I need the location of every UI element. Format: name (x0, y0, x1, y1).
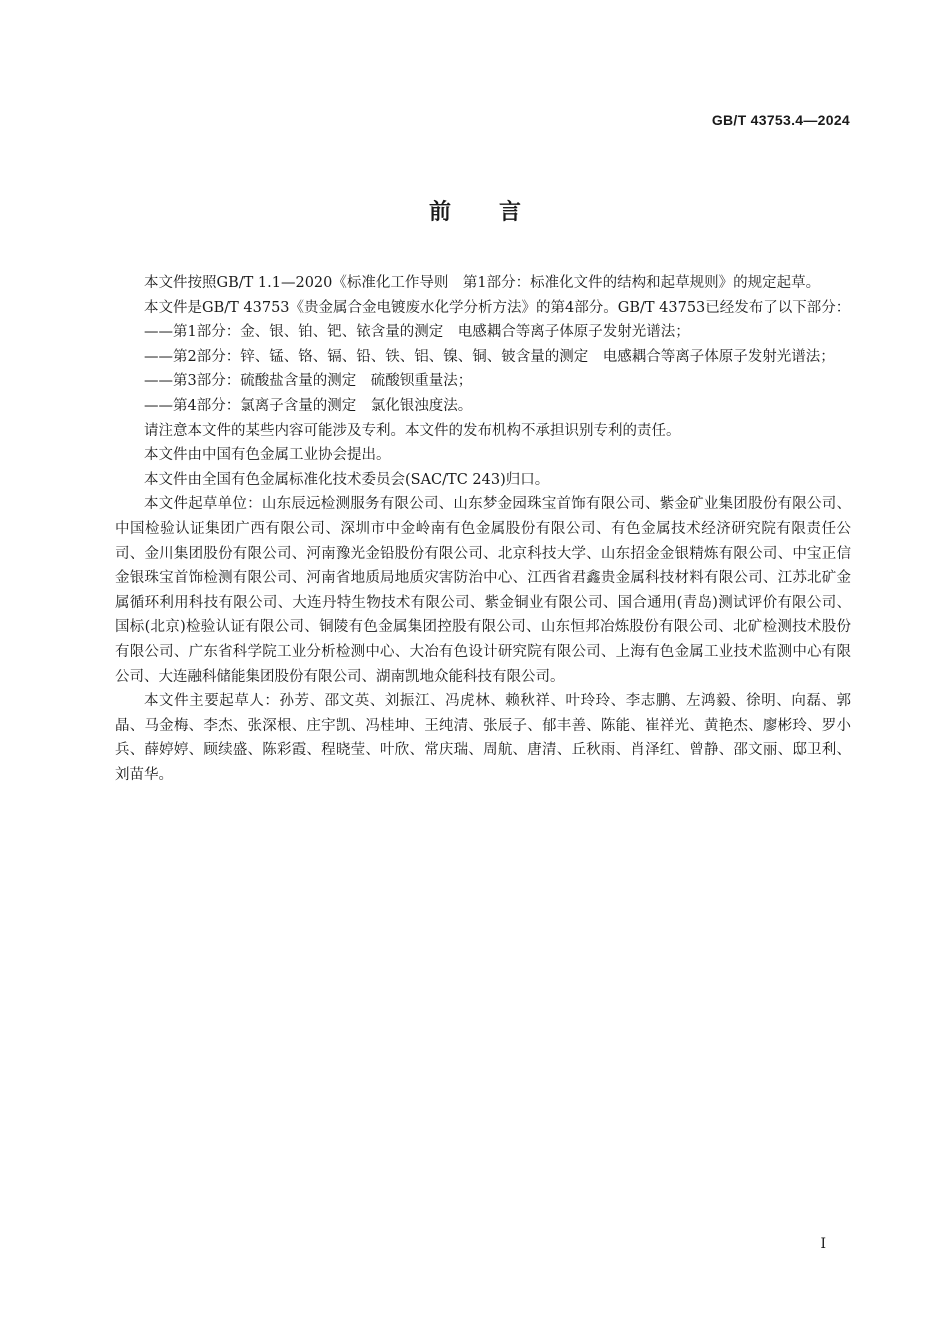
paragraph-drafting-units: 本文件起草单位：山东辰远检测服务有限公司、山东梦金园珠宝首饰有限公司、紫金矿业集团股份有限公司、中国检验认证集团广西有限公司、深圳市中金岭南有色金属股份有限公司、有色金属技术经济研究院有限责任公司、金川集团股份有限公司、河南豫光金铅股份有限公司、北京科技大学、山东招金金银精炼有限公司、中宝正信金银珠宝首饰检测有限公司、河南省地质局地质灾害防治中心、江西省君鑫贵金属科技材料有限公司、江苏北矿金属循环利用科技有限公司、大连丹特生物技术有限公司、紫金铜业有限公司、国合通用(青岛)测试评价有限公司、国标(北京)检验认证有限公司、铜陵有色金属集团控股有限公司、山东恒邦冶炼股份有限公司、北矿检测技术股份有限公司、广东省科学院工业分析检测中心、大冶有色设计研究院有限公司、上海有色金属工业技术监测中心有限公司、大连融科储能集团股份有限公司、湖南凯地众能科技有限公司。 (115, 496, 851, 685)
page-title: 前言 (428, 200, 569, 225)
paragraph-proposer: 本文件由中国有色金属工业协会提出。 (144, 447, 391, 464)
list-item-part-3: ——第3部分：硫酸盐含量的测定 硫酸钡重量法； (144, 373, 473, 390)
list-item-part-1: ——第1部分：金、银、铂、钯、铱含量的测定 电感耦合等离子体原子发射光谱法； (144, 324, 690, 341)
list-item-part-2: ——第2部分：锌、锰、铬、镉、铅、铁、铝、镍、铜、铍含量的测定 电感耦合等离子体原子发射光谱法； (144, 348, 835, 365)
paragraph-committee: 本文件由全国有色金属标准化技术委员会(SAC/TC 243)归口。 (144, 471, 550, 488)
list-item-part-4: ——第4部分：氯离子含量的测定 氯化银浊度法。 (144, 397, 473, 414)
paragraph-patent-notice: 请注意本文件的某些内容可能涉及专利。本文件的发布机构不承担识别专利的责任。 (144, 422, 681, 439)
standard-number: GB/T 43753.4—2024 (711, 112, 850, 128)
foreword-content (115, 271, 851, 787)
paragraph-drafting-rules: 本文件按照GB/T 1.1—2020《标准化工作导则 第1部分：标准化文件的结构和起草规则》的规定起草。 (144, 275, 821, 291)
page-number: I (820, 1236, 826, 1252)
paragraph-drafters: 本文件主要起草人：孙芳、邵文英、刘振江、冯虎林、赖秋祥、叶玲玲、李志鹏、左鸿毅、徐明、向磊、郭晶、马金梅、李杰、张深根、庄宇凯、冯桂坤、王纯清、张辰子、郁丰善、陈能、崔祥光、黄艳杰、廖彬玲、罗小兵、薛婷婷、顾续盛、陈彩霞、程晓莹、叶欣、常庆瑞、周航、唐清、丘秋雨、肖泽红、曾静、邵文丽、邸卫利、刘苗华。 (115, 693, 851, 783)
paragraph-series-parts: 本文件是GB/T 43753《贵金属合金电镀废水化学分析方法》的第4部分。GB/T 43753已经发布了以下部分： (144, 299, 851, 316)
